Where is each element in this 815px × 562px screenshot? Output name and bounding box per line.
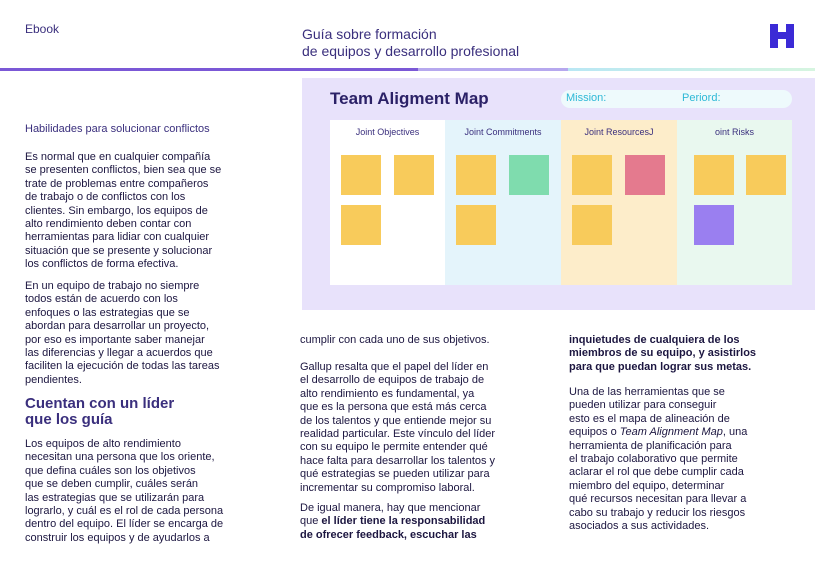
document-title [302,26,519,60]
column-label: oint Risks [714,127,754,137]
column-label: Joint ResourcesJ [584,127,654,137]
header-rule-purple [0,68,418,71]
left-paragraph-2: En un equipo de trabajo no siempre todos están de acuerdo con los enfoques o las estrategias que se abordan para desarrollar un proyecto, por eso es importante saber manejar las diferencias y llegar a acuerdos que faciliten la ejecución de todas las tareas pendientes. [25,280,220,386]
header-rule-gradient [568,68,815,71]
team-alignment-map [302,78,815,310]
sticky-note [456,205,496,245]
section-heading: Cuentan con un líder que los guía [25,395,175,428]
sticky-note [572,155,612,195]
left-paragraph-1: Es normal que en cualquier compañía se presenten conflictos, bien sea que se trate de problemas entre compañeros de trabajo o de conflictos con los clientes. Sin embargo, los equipos de alto rendimiento deben contar con herramientas para lidiar con cualquier situación que se presente y solucionar los conflictos de forma efectiva. [25,151,222,271]
title-line-1: Guía sobre formación [302,26,437,42]
right-paragraph-1: inquietudes de cualquiera de los miembros de su equipo, y asistirlos para que puedan lograr sus metas. [569,334,757,373]
sticky-note [394,155,434,195]
mission-label: Mission: [566,92,607,104]
column-label: Joint Objectives [355,127,420,137]
ebook-label: Ebook [25,22,60,36]
sticky-note [625,155,665,195]
sticky-note [341,205,381,245]
middle-paragraph-3: De igual manera, hay que mencionar que el líder tiene la responsabilidad de ofrecer feedback, escuchar las [300,502,486,541]
map-title: Team Aligment Map [330,89,489,108]
left-paragraph-3: Los equipos de alto rendimiento necesitan una persona que los oriente, que defina cuáles son los objetivos que se deben cumplir, cuáles serán las estrategias que se utilizarán para lograrlo, y cuál es el rol de cada persona dentro del equipo. El líder se encarga de construir los equipos y de ayudarlos a [25,438,224,544]
sticky-note [509,155,549,195]
title-line-2: de equipos y desarrollo profesional [302,43,520,59]
map-meta-bar [561,90,792,108]
middle-paragraph-2: Gallup resalta que el papel del líder en el desarrollo de equipos de trabajo de alto rendimiento es fundamental, ya que es la persona que está más cerca de los talentos y que entiende mejor su realidad particular. Este vínculo del líder con su equipo le permite entender qué hace falta para desarrollar los talentos y qué estrategias se pueden utilizar para incrementar su compromiso laboral. [300,361,496,494]
header-rule-lavender [418,68,568,71]
period-label: Periord: [682,92,721,104]
sticky-note [746,155,786,195]
section-subheading: Habilidades para solucionar conflictos [25,123,210,135]
map-column-resources [561,120,677,285]
sticky-note [341,155,381,195]
sticky-note [694,155,734,195]
map-column-risks [677,120,792,285]
brand-logo-icon [770,24,794,48]
middle-paragraph-1: cumplir con cada uno de sus objetivos. [300,334,490,346]
map-column-commitments [445,120,561,285]
sticky-note [572,205,612,245]
column-label: Joint Commitments [464,127,542,137]
sticky-note [694,205,734,245]
right-paragraph-2: Una de las herramientas que se pueden utilizar para conseguir esto es el mapa de alineación de equipos o Team Alignment Map, una herramienta de planificación para el trabajo colaborativo que permite aclarar el rol que debe cumplir cada miembro del equipo, determinar qué recursos necesitan para llevar a cabo su trabajo y reducir los riesgos asociados a sus actividades. [569,386,748,533]
map-column-objectives [330,120,445,285]
sticky-note [456,155,496,195]
